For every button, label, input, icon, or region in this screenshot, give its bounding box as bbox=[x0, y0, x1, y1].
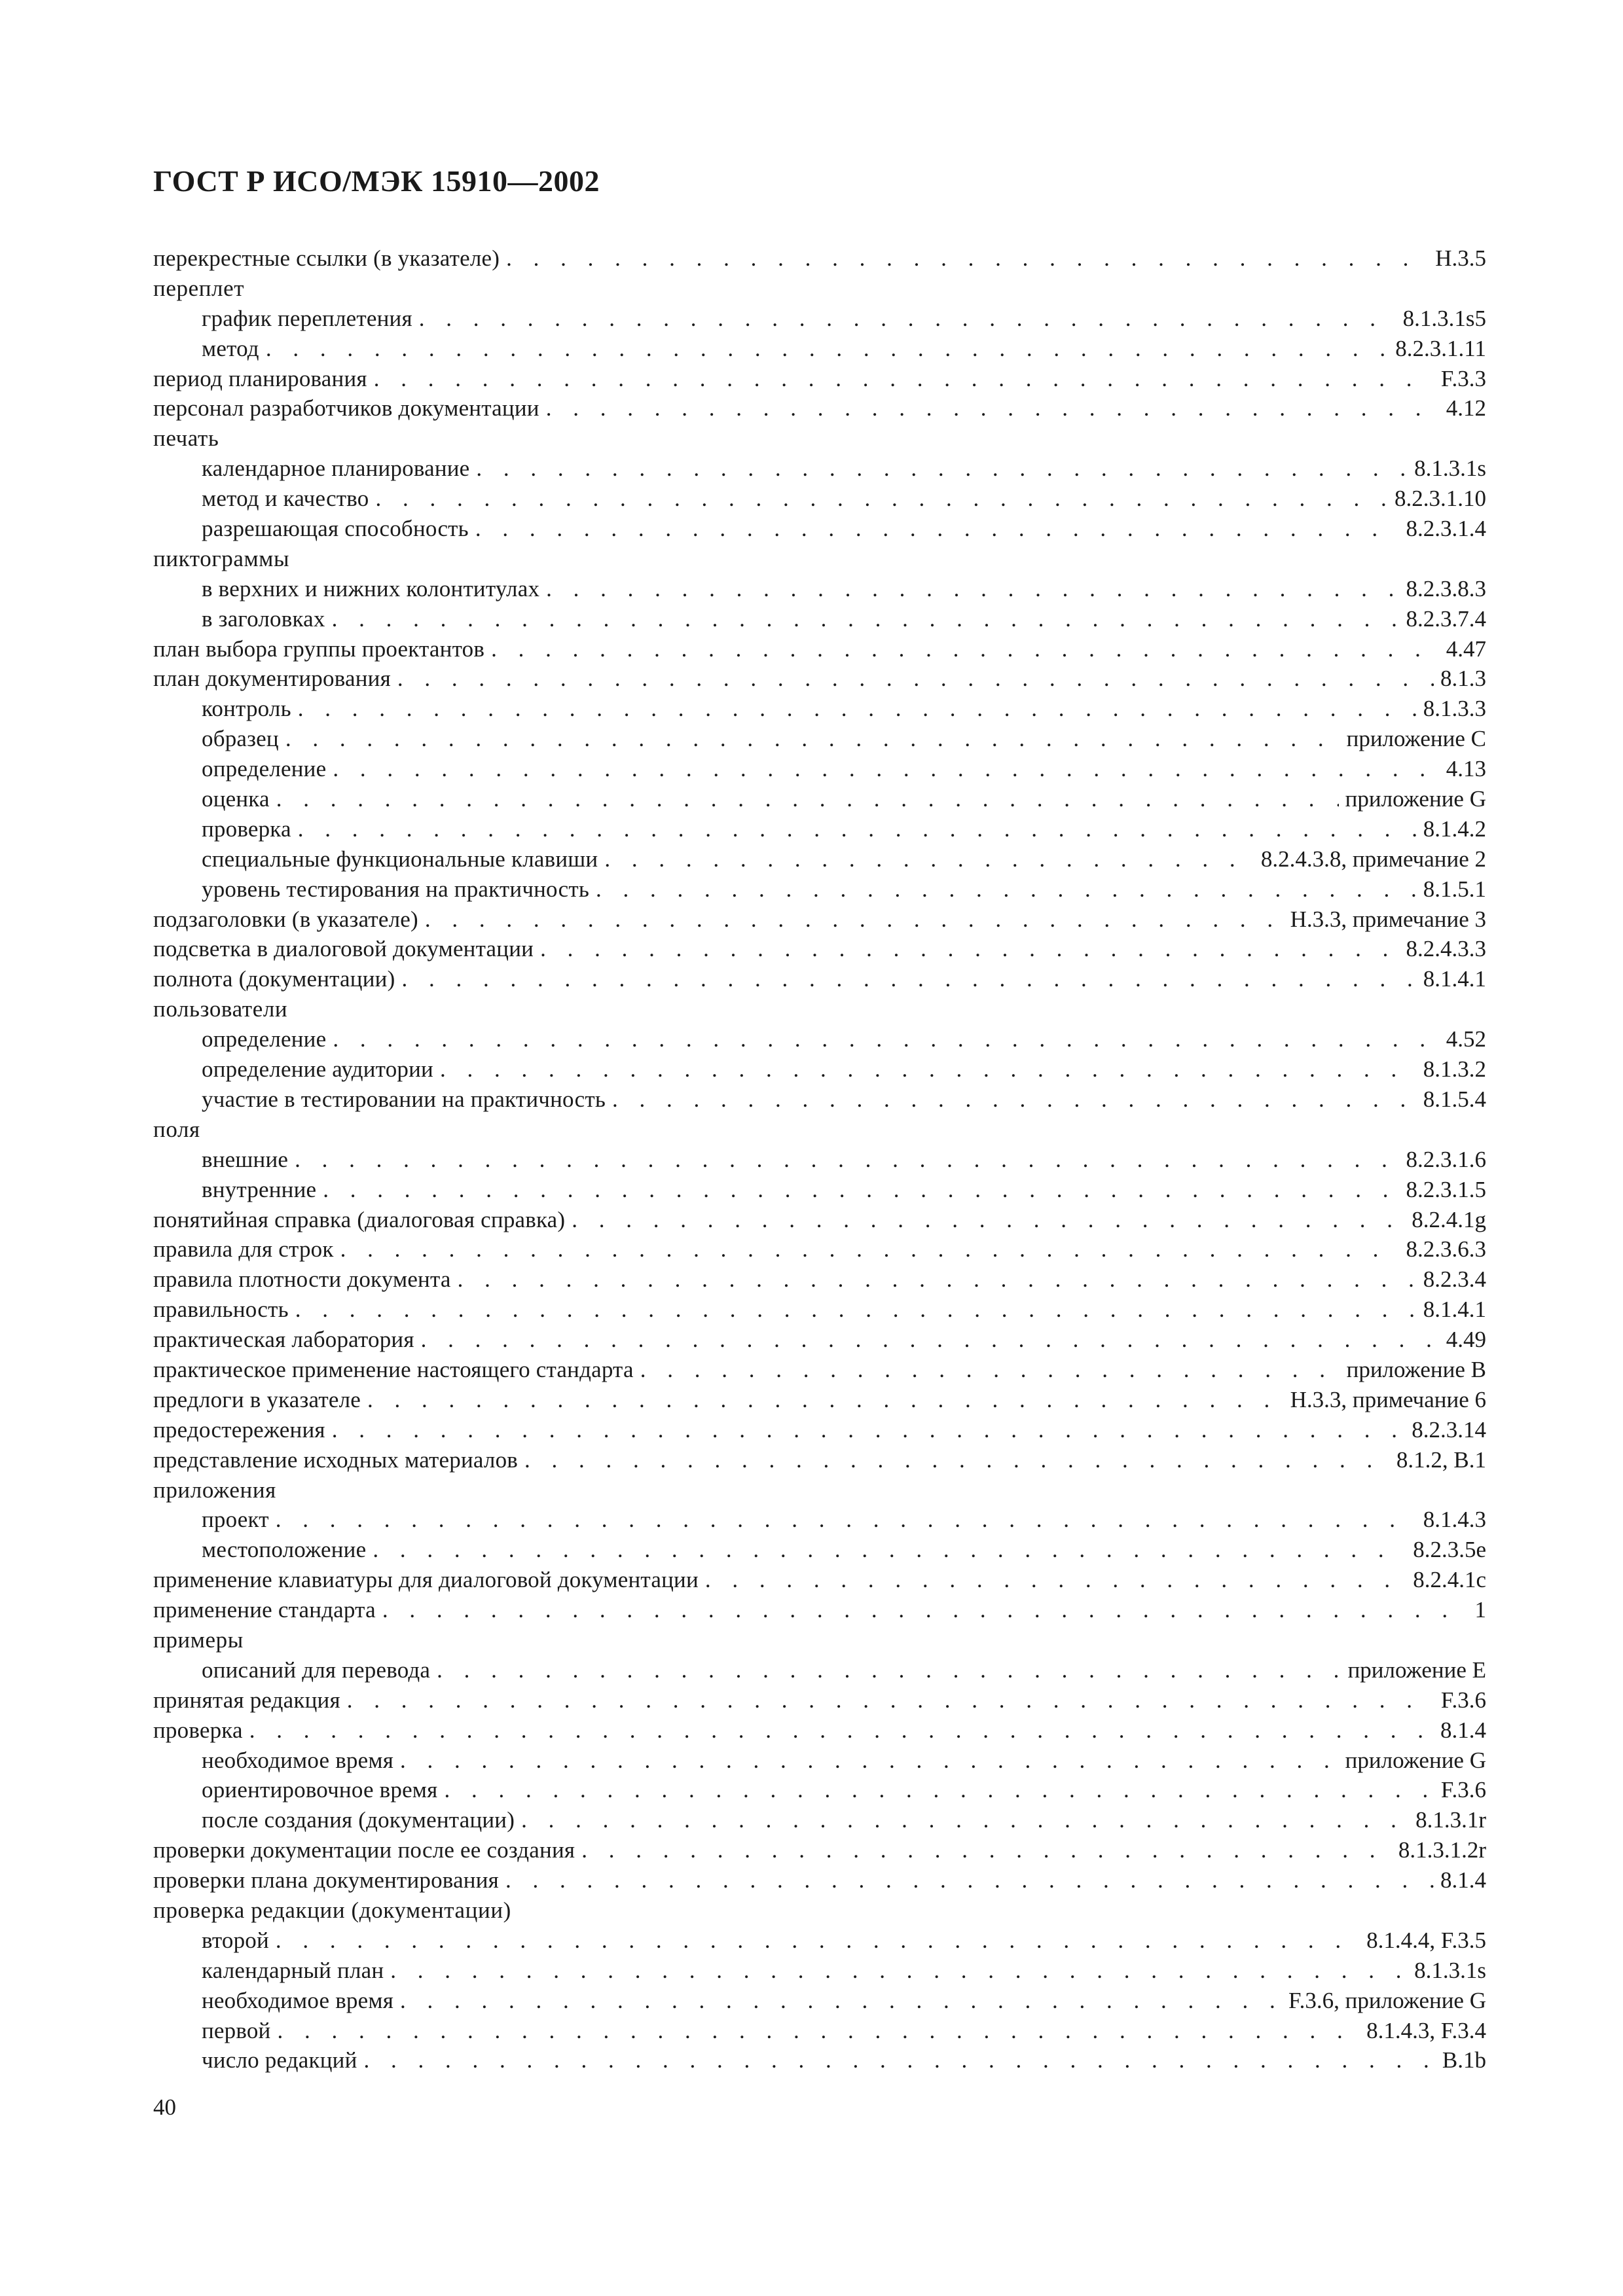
index-subentry bbox=[153, 334, 1486, 364]
index-subentry bbox=[153, 1054, 1486, 1085]
index-reference: 8.2.4.1g bbox=[1412, 1206, 1486, 1232]
index-reference: 8.2.3.14 bbox=[1412, 1416, 1486, 1443]
index-term: понятийная справка (диалоговая справка) bbox=[153, 1206, 566, 1232]
dot-leader bbox=[540, 934, 1399, 964]
index-reference: 8.2.3.1.4 bbox=[1406, 516, 1486, 542]
index-subentry bbox=[153, 1505, 1486, 1535]
index-subentry bbox=[153, 724, 1486, 754]
index-entry bbox=[153, 1415, 1486, 1445]
dot-leader bbox=[298, 814, 1417, 844]
index-entry bbox=[153, 1895, 1486, 1926]
index-reference: 4.49 bbox=[1446, 1327, 1486, 1353]
dot-leader bbox=[397, 664, 1434, 694]
dot-leader bbox=[285, 724, 1340, 754]
index-reference: 8.1.5.4 bbox=[1423, 1086, 1486, 1112]
index-subentry bbox=[153, 814, 1486, 844]
dot-leader bbox=[249, 1715, 1434, 1746]
index-term: правила для строк bbox=[153, 1236, 334, 1263]
dot-leader bbox=[425, 905, 1284, 935]
index-term: метод и качество bbox=[202, 486, 369, 512]
index-term: проверка редакции (документации) bbox=[153, 1897, 511, 1923]
index-subentry bbox=[153, 1775, 1486, 1805]
dot-leader bbox=[333, 754, 1439, 784]
index-term: практическая лаборатория bbox=[153, 1327, 414, 1353]
index-entry bbox=[153, 1234, 1486, 1265]
index-reference: 8.1.2, B.1 bbox=[1396, 1446, 1486, 1473]
index-reference: H.3.5 bbox=[1435, 245, 1486, 271]
index-reference: 4.47 bbox=[1446, 636, 1486, 662]
dot-leader bbox=[382, 1595, 1468, 1625]
index-subentry bbox=[153, 784, 1486, 814]
index-term: график переплетения bbox=[202, 305, 412, 331]
dot-leader bbox=[400, 1746, 1339, 1776]
dot-leader bbox=[458, 1265, 1417, 1295]
index-term: определение bbox=[202, 756, 327, 782]
index-subentry bbox=[153, 754, 1486, 784]
index-entry bbox=[153, 1445, 1486, 1475]
index-reference: 8.2.4.3.8, примечание 2 bbox=[1260, 846, 1486, 872]
dot-leader bbox=[374, 364, 1434, 394]
index-reference: 8.2.3.7.4 bbox=[1406, 605, 1486, 632]
index-reference: 8.2.3.1.6 bbox=[1406, 1146, 1486, 1172]
index-subentry bbox=[153, 574, 1486, 604]
index-reference: F.3.6 bbox=[1440, 1777, 1486, 1803]
index-reference: 1 bbox=[1474, 1597, 1486, 1623]
index-term: план выбора группы проектантов bbox=[153, 636, 485, 662]
index-term: внешние bbox=[202, 1146, 289, 1172]
dot-leader bbox=[277, 2016, 1360, 2046]
index-term: персонал разработчиков документации bbox=[153, 395, 539, 422]
index-entry bbox=[153, 1865, 1486, 1895]
index-term: участие в тестировании на практичность bbox=[202, 1086, 606, 1112]
index-term: образец bbox=[202, 726, 279, 752]
index-subentry bbox=[153, 1956, 1486, 1986]
index-entry bbox=[153, 1325, 1486, 1355]
index-entry bbox=[153, 1565, 1486, 1595]
index-term: календарное планирование bbox=[202, 456, 470, 482]
index-term: специальные функциональные клавиши bbox=[202, 846, 598, 872]
index-subentry bbox=[153, 1746, 1486, 1776]
dot-leader bbox=[596, 874, 1417, 905]
index-subentry bbox=[153, 2016, 1486, 2046]
index-term: принятая редакция bbox=[153, 1687, 340, 1713]
index-entry bbox=[153, 1205, 1486, 1235]
index-reference: 8.2.4.3.3 bbox=[1406, 936, 1486, 962]
index-subentry bbox=[153, 1024, 1486, 1054]
index-reference: F.3.6 bbox=[1440, 1687, 1486, 1713]
index-subentry bbox=[153, 1085, 1486, 1115]
index-subentry bbox=[153, 844, 1486, 874]
index-term: период планирования bbox=[153, 365, 367, 391]
index-subentry bbox=[153, 454, 1486, 484]
index-term: правильность bbox=[153, 1297, 289, 1323]
dot-leader bbox=[373, 1535, 1406, 1565]
dot-leader bbox=[437, 1655, 1341, 1685]
index-entry bbox=[153, 994, 1486, 1024]
index-subentry bbox=[153, 1805, 1486, 1835]
index-term: подзаголовки (в указателе) bbox=[153, 906, 418, 932]
dot-leader bbox=[266, 334, 1389, 364]
index-reference: 8.1.3.1s bbox=[1414, 1957, 1486, 1983]
index-term: разрешающая способность bbox=[202, 516, 469, 542]
index-entry bbox=[153, 964, 1486, 994]
index-reference: H.3.3, примечание 6 bbox=[1290, 1386, 1486, 1412]
dot-leader bbox=[546, 574, 1399, 604]
index-term: приложения bbox=[153, 1477, 276, 1503]
dot-leader bbox=[572, 1205, 1405, 1235]
dot-leader bbox=[506, 243, 1429, 274]
document-header: ГОСТ Р ИСО/МЭК 15910—2002 bbox=[153, 164, 600, 198]
index-subentry bbox=[153, 1986, 1486, 2016]
index-reference: 4.12 bbox=[1446, 395, 1486, 422]
index-term: уровень тестирования на практичность bbox=[202, 876, 590, 902]
index-reference: 8.2.3.1.11 bbox=[1395, 335, 1486, 361]
index-term: применение клавиатуры для диалоговой документации bbox=[153, 1567, 699, 1593]
index-term: переплет bbox=[153, 275, 245, 301]
dot-leader bbox=[440, 1054, 1417, 1085]
index-reference: 8.1.4.4, F.3.5 bbox=[1366, 1927, 1486, 1953]
index-term: применение стандарта bbox=[153, 1597, 376, 1623]
index-reference: 8.1.3.1r bbox=[1415, 1807, 1486, 1833]
index-term: календарный план bbox=[202, 1957, 384, 1983]
index-reference: 8.1.3.2 bbox=[1423, 1056, 1486, 1083]
index-entry bbox=[153, 1295, 1486, 1325]
index-term: описаний для перевода bbox=[202, 1657, 431, 1683]
index-term: проверка bbox=[202, 816, 291, 842]
index-reference: F.3.3 bbox=[1440, 365, 1486, 391]
dot-leader bbox=[476, 454, 1408, 484]
index-subentry bbox=[153, 2045, 1486, 2075]
index-term: печать bbox=[153, 425, 219, 452]
index-subentry bbox=[153, 1175, 1486, 1205]
index-entry bbox=[153, 423, 1486, 454]
dot-leader bbox=[612, 1085, 1417, 1115]
dot-leader bbox=[333, 1024, 1439, 1054]
dot-leader bbox=[640, 1355, 1340, 1385]
index-subentry bbox=[153, 604, 1486, 634]
index-entry bbox=[153, 634, 1486, 664]
index-term: оценка bbox=[202, 786, 270, 812]
dot-leader bbox=[419, 304, 1396, 334]
dot-leader bbox=[400, 1986, 1282, 2016]
index-term: определение bbox=[202, 1026, 327, 1052]
dot-leader bbox=[367, 1385, 1284, 1415]
page-number: 40 bbox=[153, 2094, 176, 2120]
index-reference: 8.1.4 bbox=[1440, 1717, 1486, 1743]
dot-leader bbox=[276, 1926, 1360, 1956]
index-term: необходимое время bbox=[202, 1747, 394, 1773]
index-entry bbox=[153, 1265, 1486, 1295]
index-term: второй bbox=[202, 1927, 269, 1953]
index-reference: 4.52 bbox=[1446, 1026, 1486, 1052]
index-subentry bbox=[153, 484, 1486, 514]
index-reference: 8.1.4 bbox=[1440, 1867, 1486, 1893]
index-reference: приложение G bbox=[1345, 786, 1486, 812]
index-entry bbox=[153, 544, 1486, 574]
index-subentry bbox=[153, 1655, 1486, 1685]
index-term: внутренние bbox=[202, 1176, 317, 1202]
index-term: пиктограммы bbox=[153, 545, 290, 571]
index-term: предостережения bbox=[153, 1416, 325, 1443]
dot-leader bbox=[323, 1175, 1399, 1205]
index-reference: 8.2.3.1.10 bbox=[1395, 486, 1486, 512]
dot-leader bbox=[491, 634, 1440, 664]
index-entry bbox=[153, 274, 1486, 304]
index-term: проверки документации после ее создания bbox=[153, 1837, 575, 1863]
index-entry bbox=[153, 1625, 1486, 1655]
index-reference: приложение С bbox=[1346, 726, 1486, 752]
index-entry bbox=[153, 243, 1486, 274]
index-entry bbox=[153, 1385, 1486, 1415]
index-term: примеры bbox=[153, 1626, 244, 1653]
index-reference: 8.1.3 bbox=[1440, 666, 1486, 692]
dot-leader bbox=[295, 1145, 1399, 1175]
index-term: определение аудитории bbox=[202, 1056, 433, 1083]
index-entry bbox=[153, 1475, 1486, 1505]
dot-leader bbox=[604, 844, 1254, 874]
index-term: метод bbox=[202, 335, 259, 361]
dot-leader bbox=[298, 694, 1417, 724]
index-reference: 8.2.4.1c bbox=[1413, 1567, 1486, 1593]
index-reference: приложение G bbox=[1345, 1747, 1486, 1773]
dot-leader bbox=[364, 2045, 1436, 2075]
dot-leader bbox=[276, 784, 1339, 814]
index-entry bbox=[153, 1115, 1486, 1145]
index-reference: 8.2.3.1.5 bbox=[1406, 1176, 1486, 1202]
index-reference: 8.1.3.1s bbox=[1414, 456, 1486, 482]
index-reference: H.3.3, примечание 3 bbox=[1290, 906, 1486, 932]
dot-leader bbox=[276, 1505, 1417, 1535]
dot-leader bbox=[475, 514, 1400, 544]
dot-leader bbox=[390, 1956, 1408, 1986]
index-term: предлоги в указателе bbox=[153, 1386, 361, 1412]
index-term: после создания (документации) bbox=[202, 1807, 515, 1833]
index-reference: 8.1.5.1 bbox=[1423, 876, 1486, 902]
dot-leader bbox=[524, 1445, 1390, 1475]
index-term: полнота (документации) bbox=[153, 966, 395, 992]
subject-index bbox=[153, 243, 1486, 2075]
index-entry bbox=[153, 1685, 1486, 1715]
dot-leader bbox=[340, 1234, 1400, 1265]
index-reference: 8.1.3.3 bbox=[1423, 696, 1486, 722]
index-entry bbox=[153, 905, 1486, 935]
dot-leader bbox=[375, 484, 1388, 514]
index-term: поля bbox=[153, 1116, 200, 1142]
index-term: пользователи bbox=[153, 996, 288, 1022]
index-term: ориентировочное время bbox=[202, 1777, 438, 1803]
index-subentry bbox=[153, 694, 1486, 724]
dot-leader bbox=[421, 1325, 1440, 1355]
index-term: проверка bbox=[153, 1717, 243, 1743]
index-term: проект bbox=[202, 1507, 269, 1533]
index-entry bbox=[153, 364, 1486, 394]
index-entry bbox=[153, 664, 1486, 694]
dot-leader bbox=[505, 1865, 1434, 1895]
index-term: план документирования bbox=[153, 666, 391, 692]
dot-leader bbox=[444, 1775, 1434, 1805]
index-term: практическое применение настоящего стандарта bbox=[153, 1356, 634, 1382]
index-reference: B.1b bbox=[1442, 2047, 1486, 2073]
dot-leader bbox=[705, 1565, 1406, 1595]
index-reference: 8.1.4.1 bbox=[1423, 966, 1486, 992]
index-subentry bbox=[153, 1145, 1486, 1175]
index-reference: 8.1.3.1.2r bbox=[1398, 1837, 1486, 1863]
dot-leader bbox=[332, 604, 1400, 634]
index-term: проверки плана документирования bbox=[153, 1867, 499, 1893]
index-subentry bbox=[153, 1926, 1486, 1956]
index-term: контроль bbox=[202, 696, 291, 722]
index-term: перекрестные ссылки (в указателе) bbox=[153, 245, 500, 271]
index-entry bbox=[153, 1715, 1486, 1746]
index-subentry bbox=[153, 514, 1486, 544]
dot-leader bbox=[401, 964, 1416, 994]
index-term: в заголовках bbox=[202, 605, 325, 632]
index-reference: F.3.6, приложение G bbox=[1288, 1987, 1486, 2013]
index-reference: 4.13 bbox=[1446, 756, 1486, 782]
index-term: местоположение bbox=[202, 1537, 367, 1563]
index-term: первой bbox=[202, 2017, 271, 2043]
index-term: число редакций bbox=[202, 2047, 357, 2073]
index-reference: 8.1.4.1 bbox=[1423, 1297, 1486, 1323]
dot-leader bbox=[332, 1415, 1406, 1445]
dot-leader bbox=[546, 393, 1440, 423]
index-term: подсветка в диалоговой документации bbox=[153, 936, 534, 962]
index-reference: 8.1.3.1s5 bbox=[1402, 305, 1486, 331]
index-reference: 8.1.4.3 bbox=[1423, 1507, 1486, 1533]
index-entry bbox=[153, 393, 1486, 423]
index-entry bbox=[153, 1835, 1486, 1865]
dot-leader bbox=[521, 1805, 1409, 1835]
index-reference: 8.2.3.8.3 bbox=[1406, 575, 1486, 601]
index-reference: 8.2.3.5e bbox=[1413, 1537, 1486, 1563]
index-reference: 8.2.3.6.3 bbox=[1406, 1236, 1486, 1263]
index-subentry bbox=[153, 874, 1486, 905]
index-reference: 8.1.4.2 bbox=[1423, 816, 1486, 842]
index-reference: 8.2.3.4 bbox=[1423, 1266, 1486, 1293]
index-entry bbox=[153, 1595, 1486, 1625]
index-entry bbox=[153, 1355, 1486, 1385]
index-term: необходимое время bbox=[202, 1987, 394, 2013]
dot-leader bbox=[347, 1685, 1434, 1715]
index-subentry bbox=[153, 1535, 1486, 1565]
index-reference: приложение Е bbox=[1347, 1657, 1486, 1683]
dot-leader bbox=[295, 1295, 1417, 1325]
index-entry bbox=[153, 934, 1486, 964]
index-term: представление исходных материалов bbox=[153, 1446, 519, 1473]
index-term: в верхних и нижних колонтитулах bbox=[202, 575, 540, 601]
index-reference: приложение В bbox=[1346, 1356, 1486, 1382]
index-reference: 8.1.4.3, F.3.4 bbox=[1366, 2017, 1486, 2043]
dot-leader bbox=[581, 1835, 1392, 1865]
index-term: правила плотности документа bbox=[153, 1266, 451, 1293]
index-subentry bbox=[153, 304, 1486, 334]
